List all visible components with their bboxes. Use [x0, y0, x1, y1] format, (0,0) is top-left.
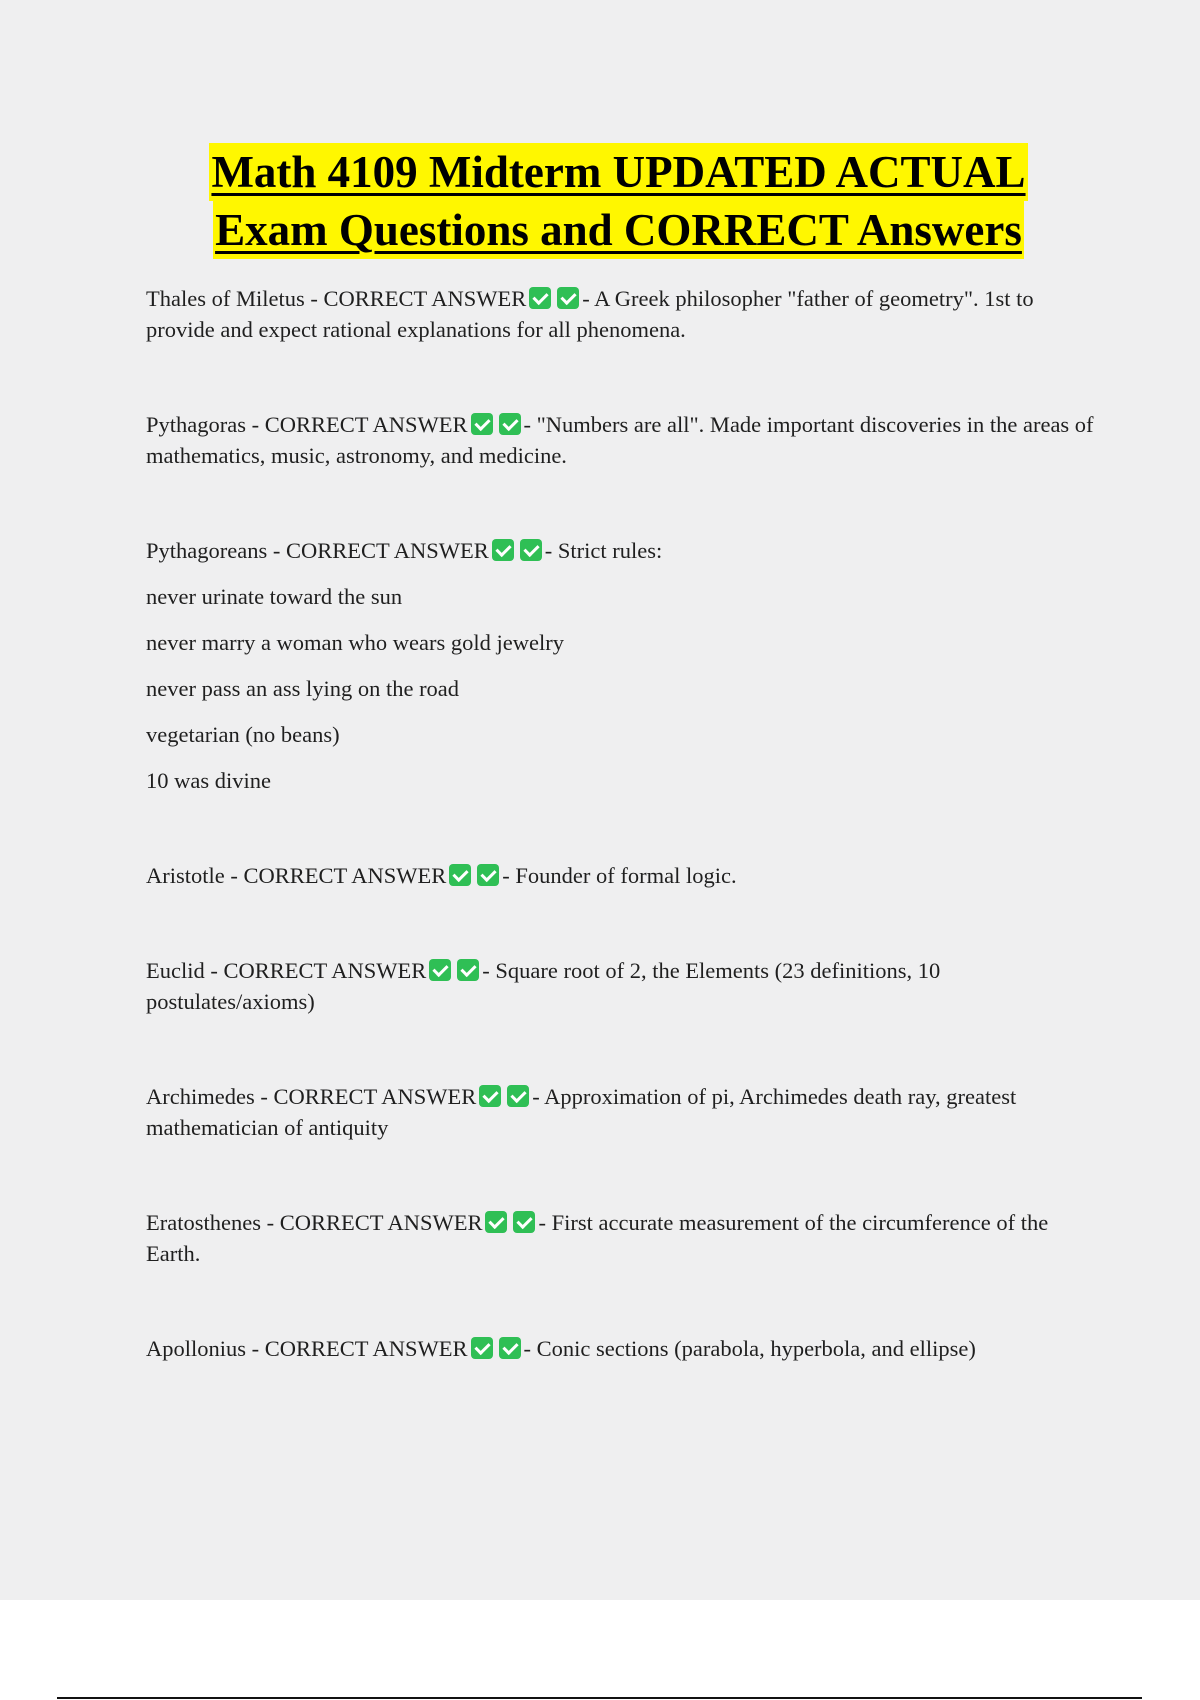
correct-answer-label: CORRECT ANSWER: [264, 1336, 468, 1361]
check-mark-button-icon: [485, 1211, 507, 1233]
check-mark-button-icon: [429, 959, 451, 981]
qa-entry: Euclid - CORRECT ANSWER - Square root of 2, the Elements (23 definitions, 10 postulates/axioms): [146, 958, 941, 1014]
rule-line: vegetarian (no beans): [146, 722, 340, 747]
check-mark-button-icon: [557, 287, 579, 309]
rule-line: never urinate toward the sun: [146, 584, 403, 609]
entry-term: Apollonius: [146, 1336, 247, 1361]
check-mark-button-icon: [499, 1337, 521, 1359]
title-line-2: Exam Questions and CORRECT Answers: [213, 201, 1024, 259]
check-mark-button-icon: [507, 1085, 529, 1107]
entry-definition: Conic sections (parabola, hyperbola, and ellipse): [536, 1336, 976, 1361]
entry-definition: Square root of 2, the Elements (23 definitions, 10 postulates/axioms): [146, 958, 941, 1014]
qa-entry: Archimedes - CORRECT ANSWER - Approximation of pi, Archimedes death ray, greatest mathematician of antiquity: [146, 1084, 1017, 1140]
qa-entry: Aristotle - CORRECT ANSWER - Founder of formal logic.: [146, 863, 737, 888]
entry-definition: A Greek philosopher "father of geometry". 1st to provide and expect rational explanations for all phenomena.: [146, 286, 1034, 342]
rule-line: 10 was divine: [146, 768, 271, 793]
check-mark-button-icon: [449, 864, 471, 886]
rule-line: never marry a woman who wears gold jewelry: [146, 630, 564, 655]
check-mark-button-icon: [477, 864, 499, 886]
entry-term: Eratosthenes: [146, 1210, 261, 1235]
qa-entry: Thales of Miletus - CORRECT ANSWER - A Greek philosopher "father of geometry". 1st to provide and expect rational explanations for all phenomena.: [146, 286, 1034, 342]
entry-term: Pythagoras: [146, 412, 246, 437]
entry-definition: "Numbers are all". Made important discoveries in the areas of mathematics, music, astronomy, and medicine.: [146, 412, 1094, 468]
entry-definition: First accurate measurement of the circumference of the Earth.: [146, 1210, 1049, 1266]
correct-answer-label: CORRECT ANSWER: [273, 1084, 477, 1109]
entry-term: Pythagoreans: [146, 538, 268, 563]
correct-answer-label: CORRECT ANSWER: [223, 958, 427, 983]
qa-entry: Pythagoreans - CORRECT ANSWER - Strict rules: never urinate toward the sun never marry a woman who wears gold jewelry never pass an ass lying on the road vegetarian (no beans) 10 was divine: [146, 535, 1096, 796]
check-mark-button-icon: [529, 287, 551, 309]
entry-definition: Strict rules:: [557, 538, 663, 563]
qa-entry: Eratosthenes - CORRECT ANSWER - First accurate measurement of the circumference of the Earth.: [146, 1210, 1049, 1266]
entry-term: Thales of Miletus: [146, 286, 305, 311]
check-mark-button-icon: [520, 539, 542, 561]
correct-answer-label: CORRECT ANSWER: [323, 286, 527, 311]
correct-answer-label: CORRECT ANSWER: [243, 863, 447, 888]
entry-term: Archimedes: [146, 1084, 255, 1109]
qa-entry: Apollonius - CORRECT ANSWER - Conic sections (parabola, hyperbola, and ellipse): [146, 1336, 976, 1361]
entry-definition: Founder of formal logic.: [515, 863, 737, 888]
check-mark-button-icon: [457, 959, 479, 981]
check-mark-button-icon: [492, 539, 514, 561]
qa-entry: Pythagoras - CORRECT ANSWER - "Numbers are all". Made important discoveries in the areas of mathematics, music, astronomy, and medicine.: [146, 412, 1094, 468]
title-line-1: Math 4109 Midterm UPDATED ACTUAL: [209, 143, 1027, 201]
check-mark-button-icon: [513, 1211, 535, 1233]
correct-answer-label: CORRECT ANSWER: [279, 1210, 483, 1235]
rule-line: never pass an ass lying on the road: [146, 676, 460, 701]
page-divider-line: [57, 1697, 1142, 1699]
entry-definition: Approximation of pi, Archimedes death ray, greatest mathematician of antiquity: [146, 1084, 1017, 1140]
check-mark-button-icon: [479, 1085, 501, 1107]
check-mark-button-icon: [471, 413, 493, 435]
check-mark-button-icon: [499, 413, 521, 435]
correct-answer-label: CORRECT ANSWER: [285, 538, 489, 563]
check-mark-button-icon: [471, 1337, 493, 1359]
qa-list: [146, 283, 1096, 1364]
correct-answer-label: CORRECT ANSWER: [264, 412, 468, 437]
entry-term: Euclid: [146, 958, 205, 983]
document-title: [0, 143, 1200, 259]
entry-term: Aristotle: [146, 863, 225, 888]
